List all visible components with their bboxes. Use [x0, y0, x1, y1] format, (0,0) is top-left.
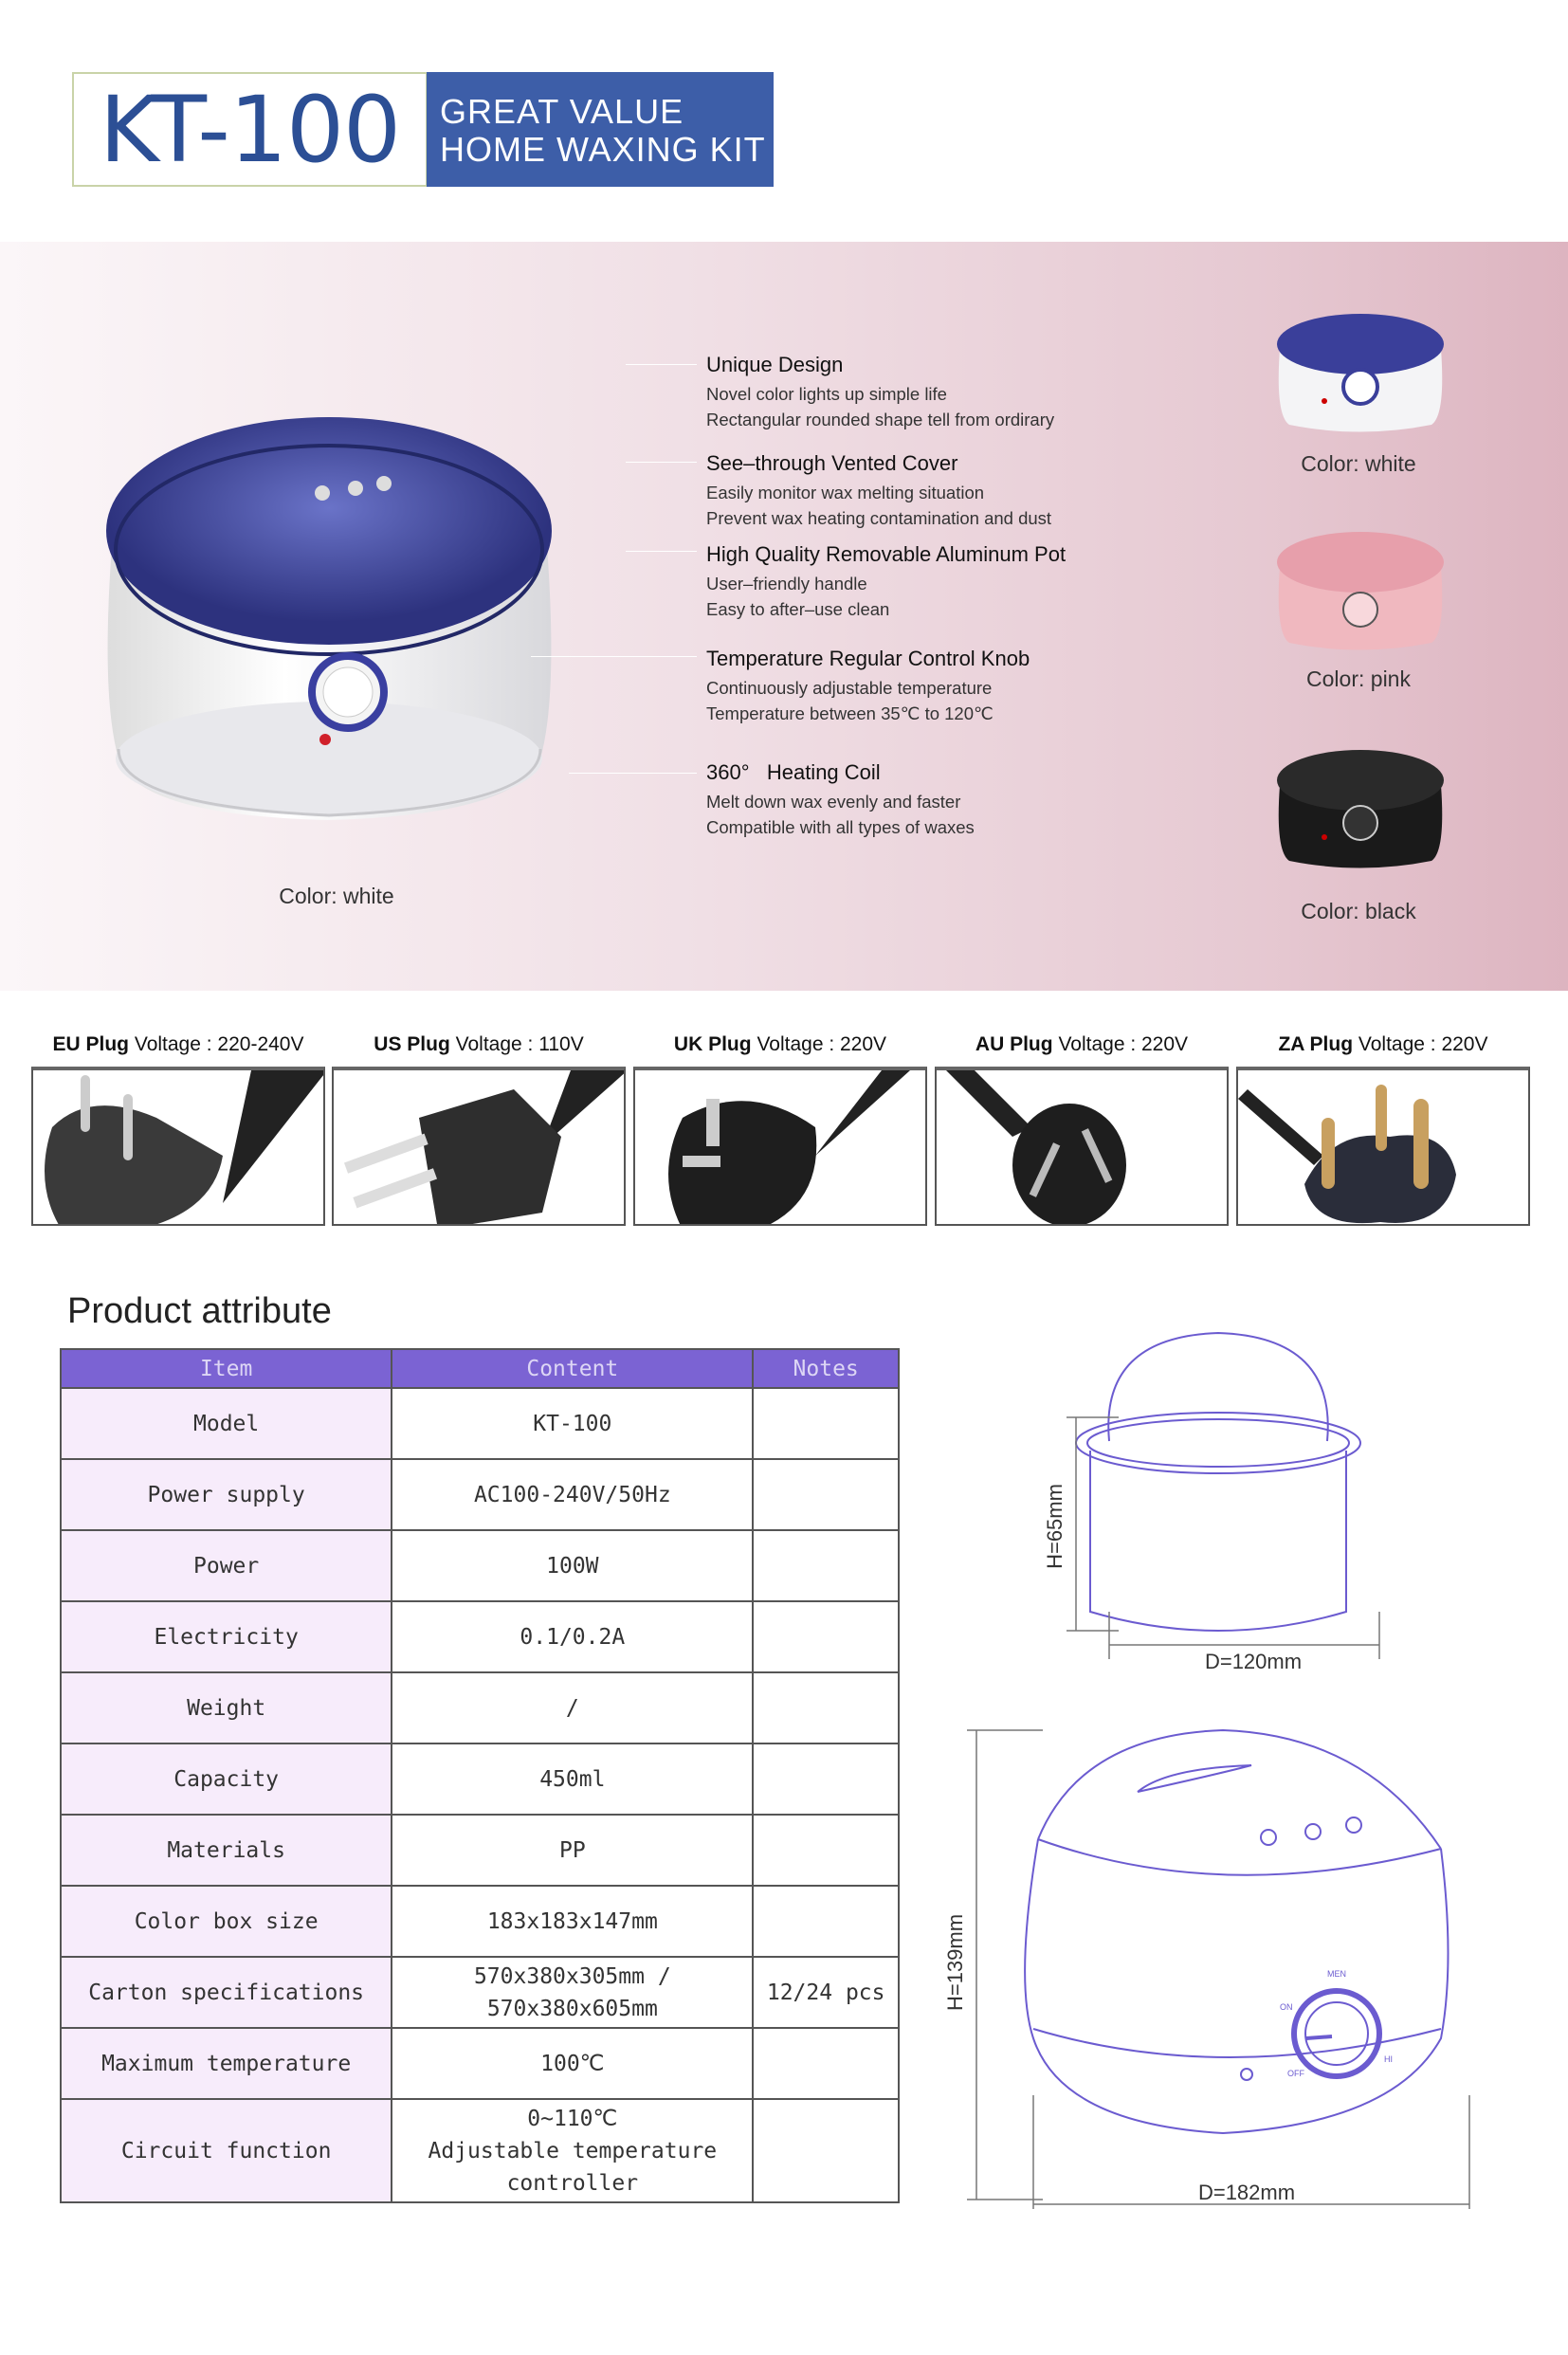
variant-white-image [1275, 301, 1446, 439]
cell-content: KT-100 [392, 1388, 753, 1459]
cell-content: AC100-240V/50Hz [392, 1459, 753, 1530]
variant-black-image [1275, 738, 1446, 875]
cell-item: Circuit function [61, 2099, 392, 2202]
plug-name: UK Plug [673, 1033, 752, 1055]
cell-content: PP [392, 1815, 753, 1886]
attribute-table [60, 1348, 900, 2203]
cell-item: Carton specifications [61, 1957, 392, 2028]
table-header-row [61, 1349, 899, 1388]
main-color-label: Color: white [279, 884, 394, 908]
plug-voltage: Voltage : 220V [1058, 1033, 1189, 1055]
cell-content: 100W [392, 1530, 753, 1601]
feature-aluminum-pot [706, 542, 1066, 622]
table-row [61, 2099, 899, 2202]
cell-notes [753, 1886, 899, 1957]
cell-item: Power supply [61, 1459, 392, 1530]
header-content: Content [392, 1349, 753, 1388]
cell-notes [753, 1601, 899, 1672]
plug-name: AU Plug [975, 1033, 1053, 1055]
cell-notes [753, 1672, 899, 1743]
product-attribute-title: Product attribute [67, 1291, 332, 1331]
model-title: KT-100 [72, 72, 428, 187]
cell-item: Color box size [61, 1886, 392, 1957]
feature-vented-cover [706, 451, 1051, 531]
feature-control-knob [706, 647, 1030, 726]
feature-title: High Quality Removable Aluminum Pot [706, 542, 1067, 566]
header-item: Item [61, 1349, 392, 1388]
leader-line [626, 462, 697, 463]
plug-voltage: Voltage : 220-240V [134, 1033, 304, 1055]
cell-content: 183x183x147mm [392, 1886, 753, 1957]
variant-pink-label: Color: pink [1306, 666, 1411, 691]
header-notes: Notes [753, 1349, 899, 1388]
feature-line: Temperature between 35℃ to 120℃ [706, 703, 994, 723]
cell-notes [753, 1743, 899, 1815]
cell-content: 570x380x305mm / 570x380x605mm [392, 1957, 753, 2028]
tagline-line-1: GREAT VALUE [440, 92, 684, 131]
table-row [61, 1815, 899, 1886]
uk-plug-image [633, 1067, 927, 1226]
cell-notes [753, 1815, 899, 1886]
plug-label-uk [629, 1033, 932, 1056]
cell-notes [753, 2028, 899, 2099]
plug-label-eu [27, 1033, 330, 1056]
table-row [61, 1388, 899, 1459]
knob-label-men: MEN [1327, 1969, 1346, 1979]
feature-line: Easy to after–use clean [706, 599, 890, 619]
table-row [61, 1530, 899, 1601]
plug-label-us [327, 1033, 630, 1056]
pot-diameter-label: D=120mm [1204, 1650, 1303, 1673]
plug-name: US Plug [374, 1033, 450, 1055]
au-plug-image [935, 1067, 1229, 1226]
feature-title: Temperature Regular Control Knob [706, 647, 1030, 670]
feature-title: Unique Design [706, 353, 844, 376]
cell-notes [753, 1459, 899, 1530]
variant-pink-image [1275, 520, 1446, 657]
feature-title: See–through Vented Cover [706, 451, 958, 475]
cell-content: / [392, 1672, 753, 1743]
leader-line [626, 551, 697, 552]
knob-label-hi: HI [1384, 2054, 1393, 2064]
tagline-box [427, 72, 774, 187]
leader-line [531, 656, 697, 657]
feature-line: Continuously adjustable temperature [706, 678, 993, 698]
pot-height-label: H=65mm [1043, 1484, 1067, 1569]
plug-label-za [1231, 1033, 1535, 1056]
cell-notes [753, 1388, 899, 1459]
table-row [61, 1886, 899, 1957]
feature-line: Compatible with all types of waxes [706, 817, 975, 837]
za-plug-image [1236, 1067, 1530, 1226]
cell-item: Electricity [61, 1601, 392, 1672]
variant-white-label: Color: white [1301, 451, 1416, 476]
knob-label-on: ON [1280, 2002, 1293, 2012]
warmer-dimension-drawing [939, 1716, 1507, 2218]
us-plug-image [332, 1067, 626, 1226]
feature-title: 360° Heating Coil [706, 760, 881, 784]
knob-label-off: OFF [1287, 2069, 1304, 2078]
table-row [61, 1957, 899, 2028]
cell-content: 100℃ [392, 2028, 753, 2099]
plug-label-au [930, 1033, 1233, 1056]
leader-line [626, 364, 697, 365]
tagline-line-2: HOME WAXING KIT [440, 130, 766, 169]
cell-notes [753, 2099, 899, 2202]
table-row [61, 1601, 899, 1672]
plug-voltage: Voltage : 220V [1358, 1033, 1488, 1055]
cell-content: 0.1/0.2A [392, 1601, 753, 1672]
cell-notes: 12/24 pcs [753, 1957, 899, 2028]
wax-warmer-white-image [81, 379, 574, 834]
plug-voltage: Voltage : 220V [757, 1033, 887, 1055]
cell-item: Maximum temperature [61, 2028, 392, 2099]
cell-notes [753, 1530, 899, 1601]
table-row [61, 1459, 899, 1530]
feature-line: Prevent wax heating contamination and dust [706, 508, 1052, 528]
feature-line: Easily monitor wax melting situation [706, 483, 985, 502]
plug-name: ZA Plug [1278, 1033, 1354, 1055]
feature-line: User–friendly handle [706, 574, 867, 593]
feature-heating-coil [706, 760, 975, 840]
feature-line: Melt down wax evenly and faster [706, 792, 961, 812]
cell-content: 0~110℃ Adjustable temperature controller [392, 2099, 753, 2202]
variant-black-label: Color: black [1301, 899, 1416, 923]
warmer-diameter-label: D=182mm [1197, 2181, 1296, 2204]
plug-name: EU Plug [52, 1033, 129, 1055]
plug-voltage: Voltage : 110V [455, 1033, 584, 1055]
cell-item: Materials [61, 1815, 392, 1886]
table-row [61, 1672, 899, 1743]
cell-item: Capacity [61, 1743, 392, 1815]
feature-unique-design [706, 353, 1054, 432]
leader-line [569, 773, 697, 774]
feature-line: Rectangular rounded shape tell from ordirary [706, 410, 1055, 429]
eu-plug-image [31, 1067, 325, 1226]
pot-dimension-drawing [1043, 1327, 1422, 1688]
cell-item: Model [61, 1388, 392, 1459]
table-row [61, 1743, 899, 1815]
cell-item: Weight [61, 1672, 392, 1743]
feature-line: Novel color lights up simple life [706, 384, 947, 404]
table-row [61, 2028, 899, 2099]
warmer-height-label: H=139mm [943, 1913, 967, 2012]
cell-content: 450ml [392, 1743, 753, 1815]
cell-item: Power [61, 1530, 392, 1601]
